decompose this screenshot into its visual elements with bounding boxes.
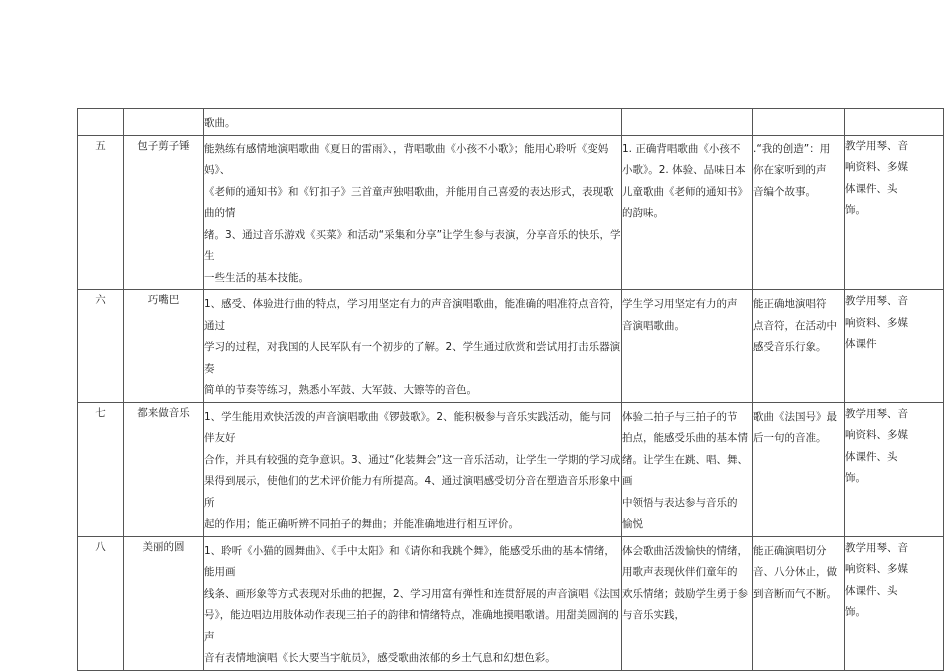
key-points: 体会歌曲活泼愉快的情绪， 用歌声表现伙伴们童年的 欢乐情绪；鼓励学生勇于参 与音乐实践， bbox=[622, 536, 753, 670]
teaching-goals: 1、感受、体验进行曲的特点，学习用坚定有力的声音演唱歌曲，能准确的唱准符点音符，通过 学习的过程，对我国的人民军队有一个初步的了解。2、学生通过欣赏和尝试用打击乐器演奏 简单的节奏等练习，熟悉小军鼓、大军鼓、大镲等的音色。 bbox=[204, 290, 622, 403]
teaching-materials: 教学用琴、音 响资料、多媒 体课件、头 饰。 bbox=[845, 135, 944, 290]
teaching-materials: 教学用琴、音 响资料、多媒 体课件 bbox=[845, 290, 944, 403]
teaching-materials bbox=[845, 109, 944, 136]
difficulties: 能正确地演唱符 点音符，在活动中 感受音乐行象。 bbox=[753, 290, 845, 403]
lesson-plan-table bbox=[77, 108, 944, 671]
unit-number: 六 bbox=[78, 290, 124, 403]
unit-title: 包子剪子锤 bbox=[124, 135, 204, 290]
teaching-materials: 教学用琴、音 响资料、多媒 体课件、头 饰。 bbox=[845, 536, 944, 670]
table-row bbox=[78, 402, 944, 536]
teaching-materials: 教学用琴、音 响资料、多媒 体课件、头 饰。 bbox=[845, 402, 944, 536]
table-row bbox=[78, 135, 944, 290]
key-points: 学生学习用坚定有力的声 音演唱歌曲。 bbox=[622, 290, 753, 403]
key-points: 1. 正确背唱歌曲《小孩不 小歌》。2. 体验、品味日本 儿童歌曲《老师的通知书》 的韵味。 bbox=[622, 135, 753, 290]
teaching-goals: 1、学生能用欢快活泼的声音演唱歌曲《锣鼓歌》。2、能积极参与音乐实践活动，能与同伴友好 合作，并具有较强的竞争意识。3、通过“化装舞会”这一音乐活动，让学生一学期的学习成 果得到展示，使他们的艺术评价能力有所提高。4、通过演唱感受切分音在塑造音乐形象中所 起的作用；能正确听辨不同拍子的舞曲；并能准确地进行相互评价。 bbox=[204, 402, 622, 536]
difficulties bbox=[753, 109, 845, 136]
teaching-goals: 1、聆听《小猫的圆舞曲》、《手中太阳》和《请你和我跳个舞》，能感受乐曲的基本情绪，能用画 线条、画形象等方式表现对乐曲的把握，2、学习用富有弹性和连贯舒展的声音演唱《法国 号》，能边唱边用肢体动作表现三拍子的韵律和情绪特点，准确地摸唱歌谱。用甜美圆润的声 音有表情地演唱《长大要当宇航员》，感受歌曲浓郁的乡土气息和幻想色彩。 bbox=[204, 536, 622, 670]
unit-number: 五 bbox=[78, 135, 124, 290]
key-points: 体验二拍子与三拍子的节 拍点，能感受乐曲的基本情 绪。让学生在跳、唱、舞、画 中领悟与表达参与音乐的 愉悦 bbox=[622, 402, 753, 536]
key-points bbox=[622, 109, 753, 136]
table-row bbox=[78, 536, 944, 670]
difficulties: .“我的创造”：用 你在家听到的声 音编个故事。 bbox=[753, 135, 845, 290]
unit-number bbox=[78, 109, 124, 136]
unit-title: 都来做音乐 bbox=[124, 402, 204, 536]
difficulties: 歌曲《法国号》最 后一句的音准。 bbox=[753, 402, 845, 536]
unit-number: 八 bbox=[78, 536, 124, 670]
unit-title bbox=[124, 109, 204, 136]
difficulties: 能正确演唱切分 音、八分休止，做 到音断而气不断。 bbox=[753, 536, 845, 670]
unit-title: 美丽的圆 bbox=[124, 536, 204, 670]
teaching-goals: 歌曲。 bbox=[204, 109, 622, 136]
unit-number: 七 bbox=[78, 402, 124, 536]
unit-title: 巧嘴巴 bbox=[124, 290, 204, 403]
table-row bbox=[78, 109, 944, 136]
table-row bbox=[78, 290, 944, 403]
teaching-goals: 能熟练有感情地演唱歌曲《夏日的雷雨》、，背唱歌曲《小孩不小歌》；能用心聆听《变妈妈》、 《老师的通知书》和《钉扣子》三首童声独唱歌曲，并能用自己喜爱的表达形式，表现歌曲的情 绪。3、通过音乐游戏《买菜》和活动“采集和分享”让学生参与表演，分享音乐的快乐，学生 一些生活的基本技能。 bbox=[204, 135, 622, 290]
